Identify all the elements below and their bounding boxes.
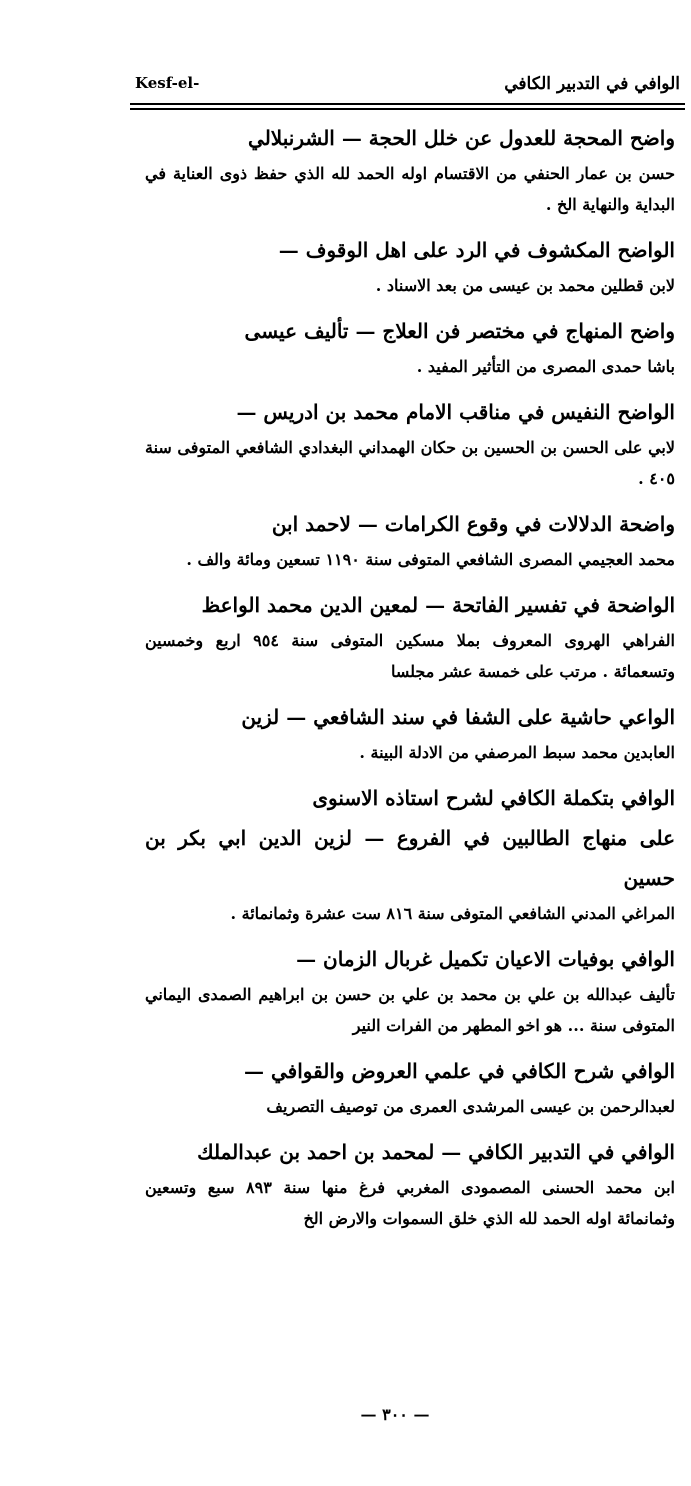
entry (145, 778, 675, 818)
running-title: الوافي في التدبير الكافي (504, 74, 680, 94)
entry-title: الوافي بتكملة الكافي لشرح استاذه الاسنوى (312, 786, 675, 810)
entry-title: واضحة الدلالات في وقوع الكرامات — لاحمد ابن (271, 512, 675, 536)
entry (145, 118, 675, 220)
entry-title: الواضح المكشوف في الرد على اهل الوقوف — (278, 238, 675, 262)
entry (145, 1132, 675, 1234)
entry-title: الواعي حاشية على الشفا في سند الشافعي — لزين (241, 705, 675, 729)
entry-title: الواضح النفيس في مناقب الامام محمد بن ادريس — (236, 400, 675, 424)
entries-column (145, 118, 675, 1244)
entry (145, 818, 675, 929)
entry-title: الوافي شرح الكافي في علمي العروض والقوافي — (244, 1059, 675, 1083)
entry-title: واضح المحجة للعدول عن خلل الحجة — الشرنبلالي (248, 126, 675, 150)
entry-body: حسن بن عمار الحنفي من الاقتسام اوله الحمد لله الذي حفظ ذوى العناية في البداية والنهاية الخ . (145, 164, 676, 214)
entry (145, 1051, 675, 1122)
entry-body: تأليف عبدالله بن علي بن محمد بن علي بن حسن بن ابراهيم الصمدى اليماني المتوفى سنة ... هو اخو المطهر من الفرات النير (145, 985, 675, 1035)
page-number: — ٣٠٠ — (360, 1405, 430, 1424)
entry-body: لابي على الحسن بن الحسين بن حكان الهمداني البغدادي الشافعي المتوفى سنة ٤٠٥ . (145, 438, 675, 488)
entry-body: ابن محمد الحسنى المصمودى المغربي فرغ منها سنة ٨٩٣ سبع وتسعين وثمانمائة اوله الحمد لله الذي خلق السموات والارض الخ (145, 1178, 675, 1228)
header-rule-bottom (130, 108, 685, 110)
entry-body: باشا حمدى المصرى من التأثير المفيد . (416, 357, 675, 376)
entry (145, 939, 675, 1041)
entry-title: الواضحة في تفسير الفاتحة — لمعين الدين محمد الواعظ (201, 593, 675, 617)
entry (145, 585, 675, 687)
running-header (135, 70, 680, 104)
entry-body: الفراهي الهروى المعروف بملا مسكين المتوفى سنة ٩٥٤ اربع وخمسين وتسعمائة . مرتب على خمسة عشر مجلسا (145, 631, 675, 681)
entry-body: المراغي المدني الشافعي المتوفى سنة ٨١٦ ست عشرة وثمانمائة . (230, 904, 675, 923)
entry (145, 392, 675, 494)
entry (145, 230, 675, 301)
entry (145, 504, 675, 575)
entry-body: محمد العجيمي المصرى الشافعي المتوفى سنة ١١٩٠ تسعين ومائة والف . (186, 550, 675, 569)
entry-title: الوافي بوفيات الاعيان تكميل غربال الزمان — (296, 947, 675, 971)
running-code: Kesf-el- (135, 74, 200, 92)
header-rule-top (130, 103, 685, 105)
entry (145, 311, 675, 382)
entry-title: الوافي في التدبير الكافي — لمحمد بن احمد بن عبدالملك (197, 1140, 675, 1164)
entry-title: على منهاج الطالبين في الفروع — لزين الدين ابي بكر بن حسين (145, 826, 675, 890)
entry-body: العابدين محمد سبط المرصفي من الادلة البينة . (359, 743, 675, 762)
entry-body: لابن قطلين محمد بن عيسى من بعد الاسناد . (375, 276, 675, 295)
entry (145, 697, 675, 768)
entry-title: واضح المنهاج في مختصر فن العلاج — تأليف عيسى (244, 319, 675, 343)
entry-body: لعبدالرحمن بن عيسى المرشدى العمرى من توصيف التصريف (266, 1097, 675, 1116)
